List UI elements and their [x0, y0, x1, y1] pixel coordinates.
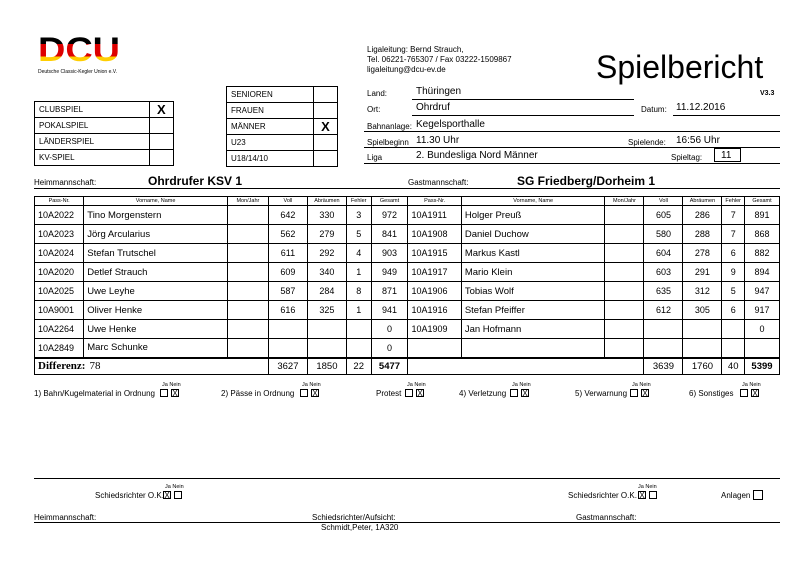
home-total-fehler: 22 — [346, 358, 371, 375]
home-abr-cell: 330 — [307, 206, 346, 225]
totals-row — [35, 358, 780, 375]
category-row — [227, 119, 338, 135]
guest-fehler-cell: 6 — [722, 244, 745, 263]
ref-ok-home-ja-box[interactable]: X — [164, 491, 170, 500]
col-abr-home: Abräumen — [307, 197, 346, 206]
guest-total-voll: 3639 — [644, 358, 683, 375]
home-voll-cell: 642 — [268, 206, 307, 225]
check-ja-box[interactable] — [740, 389, 748, 397]
diff-label: Differenz: — [38, 360, 86, 373]
home-pass-cell: 10A2024 — [35, 244, 84, 263]
home-pass-cell: 10A2025 — [35, 282, 84, 301]
col-gesamt-guest: Gesamt — [745, 197, 780, 206]
contact-block — [367, 45, 512, 75]
ref-ok-guest-label: Schiedsrichter O.K. — [568, 491, 637, 500]
datum-value: 11.12.2016 — [676, 102, 726, 113]
home-abr-cell: 284 — [307, 282, 346, 301]
check-nein-box[interactable]: X — [312, 389, 318, 398]
match-type-label: POKALSPIEL — [35, 118, 150, 134]
footer-home-label: Heimmannschaft: — [34, 513, 97, 522]
ref-ok-home-label: Schiedsrichter O.K. — [95, 491, 164, 500]
nein-label: Nein — [639, 382, 651, 388]
category-row — [227, 135, 338, 151]
guest-month-cell — [605, 301, 644, 320]
home-pass-cell: 10A2264 — [35, 320, 84, 339]
guest-pass-cell: 10A1915 — [408, 244, 461, 263]
ja-label: Ja — [742, 382, 748, 388]
player-row — [35, 225, 780, 244]
home-fehler-cell: 4 — [346, 244, 371, 263]
home-fehler-cell: 3 — [346, 206, 371, 225]
home-fehler-cell: 1 — [346, 301, 371, 320]
check-nein-box[interactable]: X — [642, 389, 648, 398]
home-team-name: Ohrdrufer KSV 1 — [148, 174, 243, 188]
guest-pass-cell: 10A1908 — [408, 225, 461, 244]
guest-team-label: Gastmannschaft: — [408, 178, 469, 187]
home-month-cell — [227, 225, 268, 244]
home-name-cell: Uwe Leyhe — [84, 282, 228, 301]
nein-label: Nein — [519, 382, 531, 388]
results-header-row — [35, 197, 780, 206]
col-pass-home: Pass-Nr. — [35, 197, 84, 206]
ende-label: Spielende: — [628, 138, 666, 147]
guest-abr-cell — [683, 339, 722, 358]
guest-voll-cell: 603 — [644, 263, 683, 282]
guest-gesamt-cell: 891 — [745, 206, 780, 225]
spieltag-label: Spieltag: — [671, 153, 703, 162]
home-gesamt-cell: 0 — [371, 339, 408, 358]
home-abr-cell: 279 — [307, 225, 346, 244]
home-team-label: Heimmannschaft: — [34, 178, 97, 187]
player-row — [35, 206, 780, 225]
home-fehler-cell: 8 — [346, 282, 371, 301]
yes-no-header — [742, 382, 761, 388]
col-name-home: Vorname, Name — [84, 197, 228, 206]
match-type-table — [34, 101, 174, 166]
guest-month-cell — [605, 339, 644, 358]
guest-pass-cell — [408, 339, 461, 358]
guest-name-cell: Tobias Wolf — [461, 282, 605, 301]
guest-abr-cell: 312 — [683, 282, 722, 301]
land-label: Land: — [367, 89, 388, 98]
guest-abr-cell — [683, 320, 722, 339]
home-pass-cell: 10A2849 — [35, 339, 84, 358]
home-voll-cell: 611 — [268, 244, 307, 263]
guest-fehler-cell — [722, 339, 745, 358]
match-type-row — [35, 118, 174, 134]
home-month-cell — [227, 244, 268, 263]
player-row — [35, 320, 780, 339]
home-month-cell — [227, 301, 268, 320]
home-name-cell: Stefan Trutschel — [84, 244, 228, 263]
category-label: U18/14/10 — [227, 151, 314, 167]
home-fehler-cell — [346, 339, 371, 358]
player-row — [35, 339, 780, 358]
home-gesamt-cell: 903 — [371, 244, 408, 263]
home-abr-cell: 292 — [307, 244, 346, 263]
checks-row — [34, 382, 780, 404]
player-row — [35, 263, 780, 282]
check-ja-box[interactable] — [510, 389, 518, 397]
guest-gesamt-cell: 0 — [745, 320, 780, 339]
check-ja-box[interactable] — [630, 389, 638, 397]
home-name-cell: Tino Morgenstern — [84, 206, 228, 225]
check-label: 6) Sonstiges — [689, 389, 734, 398]
guest-name-cell: Jan Hofmann — [461, 320, 605, 339]
home-pass-cell: 10A2022 — [35, 206, 84, 225]
check-label: 5) Verwarnung — [575, 389, 628, 398]
diff-cell — [35, 358, 269, 375]
col-voll-home: Voll — [268, 197, 307, 206]
dcu-logo-graphic — [38, 34, 122, 64]
home-name-cell: Jörg Arcularius — [84, 225, 228, 244]
home-month-cell — [227, 339, 268, 358]
check-label: Protest — [376, 389, 402, 398]
logo-letters: DCU — [38, 34, 120, 64]
ref-ok-guest-nein-box[interactable] — [649, 491, 657, 499]
match-type-label: LÄNDERSPIEL — [35, 134, 150, 150]
ort-value: Ohrdruf — [416, 102, 450, 113]
home-voll-cell: 609 — [268, 263, 307, 282]
ja-label: Ja — [165, 484, 171, 490]
guest-pass-cell: 10A1909 — [408, 320, 461, 339]
nein-label: Nein — [645, 484, 657, 490]
yes-no-header — [632, 382, 651, 388]
spieltag-value: 11 — [721, 150, 732, 161]
guest-pass-cell: 10A1906 — [408, 282, 461, 301]
match-type-label: KV-SPIEL — [35, 150, 150, 166]
guest-name-cell: Mario Klein — [461, 263, 605, 282]
category-mark[interactable]: X — [313, 119, 337, 135]
home-gesamt-cell: 972 — [371, 206, 408, 225]
guest-total-spacer — [408, 358, 644, 375]
home-total-voll: 3627 — [268, 358, 307, 375]
yes-no-header — [302, 382, 321, 388]
home-gesamt-cell: 0 — [371, 320, 408, 339]
category-row — [227, 103, 338, 119]
ende-value: 16:56 Uhr — [676, 135, 720, 146]
guest-pass-cell: 10A1916 — [408, 301, 461, 320]
guest-team-name: SG Friedberg/Dorheim 1 — [517, 174, 656, 188]
check-nein-box[interactable]: X — [417, 389, 423, 398]
category-row — [227, 151, 338, 167]
col-voll-guest: Voll — [644, 197, 683, 206]
contact-line-3: ligaleitung@dcu-ev.de — [367, 65, 446, 74]
page-title: Spielbericht — [596, 49, 764, 85]
check-label: 4) Verletzung — [459, 389, 507, 398]
ort-label: Ort: — [367, 105, 381, 114]
land-value: Thüringen — [416, 86, 462, 97]
match-type-label: CLUBSPIEL — [35, 102, 150, 118]
guest-total-fehler: 40 — [722, 358, 745, 375]
guest-fehler-cell: 7 — [722, 225, 745, 244]
guest-gesamt-cell: 882 — [745, 244, 780, 263]
col-name-guest: Vorname, Name — [461, 197, 605, 206]
guest-gesamt-cell: 947 — [745, 282, 780, 301]
category-label: SENIOREN — [227, 87, 314, 103]
col-pass-guest: Pass-Nr. — [408, 197, 461, 206]
beginn-label: Spielbeginn — [367, 138, 409, 147]
col-month-guest: Mon/Jahr — [605, 197, 644, 206]
match-type-mark[interactable]: X — [149, 102, 173, 118]
guest-month-cell — [605, 244, 644, 263]
guest-pass-cell: 10A1917 — [408, 263, 461, 282]
home-fehler-cell — [346, 320, 371, 339]
home-pass-cell: 10A9001 — [35, 301, 84, 320]
guest-total-abr: 1760 — [683, 358, 722, 375]
home-voll-cell — [268, 339, 307, 358]
home-abr-cell: 325 — [307, 301, 346, 320]
check-nein-box[interactable]: X — [522, 389, 528, 398]
player-row — [35, 301, 780, 320]
home-month-cell — [227, 320, 268, 339]
guest-gesamt-cell — [745, 339, 780, 358]
check-nein-box[interactable]: X — [172, 389, 178, 398]
ja-label: Ja — [162, 382, 168, 388]
match-type-mark[interactable] — [149, 134, 173, 150]
home-fehler-cell: 1 — [346, 263, 371, 282]
nein-label: Nein — [414, 382, 426, 388]
home-total-abr: 1850 — [307, 358, 346, 375]
category-mark[interactable] — [313, 87, 337, 103]
ja-label: Ja — [302, 382, 308, 388]
guest-month-cell — [605, 320, 644, 339]
yes-no-header — [162, 382, 181, 388]
nein-label: Nein — [749, 382, 761, 388]
home-voll-cell: 562 — [268, 225, 307, 244]
ja-label: Ja — [512, 382, 518, 388]
home-total-gesamt: 5477 — [371, 358, 408, 375]
spieltag-box — [714, 148, 741, 162]
guest-name-cell — [461, 339, 605, 358]
guest-fehler-cell: 7 — [722, 206, 745, 225]
ref-ok-guest-ja-box[interactable]: X — [639, 491, 645, 500]
guest-gesamt-cell: 917 — [745, 301, 780, 320]
guest-fehler-cell: 6 — [722, 301, 745, 320]
check-ja-box[interactable] — [160, 389, 168, 397]
category-mark[interactable] — [313, 103, 337, 119]
results-table — [34, 196, 780, 375]
guest-abr-cell: 288 — [683, 225, 722, 244]
home-pass-cell: 10A2023 — [35, 225, 84, 244]
guest-voll-cell — [644, 339, 683, 358]
guest-fehler-cell: 9 — [722, 263, 745, 282]
player-row — [35, 282, 780, 301]
logo-tagline: Deutsche Classic-Kegler Union e.V. — [38, 69, 118, 75]
home-name-cell: Uwe Henke — [84, 320, 228, 339]
guest-total-gesamt: 5399 — [745, 358, 780, 375]
guest-voll-cell: 605 — [644, 206, 683, 225]
match-type-row — [35, 102, 174, 118]
home-month-cell — [227, 282, 268, 301]
check-ja-box[interactable] — [405, 389, 413, 397]
guest-name-cell: Markus Kastl — [461, 244, 605, 263]
guest-voll-cell — [644, 320, 683, 339]
guest-gesamt-cell: 894 — [745, 263, 780, 282]
footer-guest-label: Gastmannschaft: — [576, 513, 637, 522]
home-gesamt-cell: 949 — [371, 263, 408, 282]
home-abr-cell: 340 — [307, 263, 346, 282]
category-row — [227, 87, 338, 103]
home-voll-cell: 587 — [268, 282, 307, 301]
ja-label: Ja — [638, 484, 644, 490]
guest-voll-cell: 635 — [644, 282, 683, 301]
guest-abr-cell: 286 — [683, 206, 722, 225]
anlagen-box[interactable] — [753, 490, 763, 500]
player-row — [35, 244, 780, 263]
ref-name: Schmidt,Peter, 1A320 — [321, 523, 399, 532]
home-month-cell — [227, 206, 268, 225]
home-abr-cell — [307, 320, 346, 339]
guest-abr-cell: 278 — [683, 244, 722, 263]
yes-no-header — [512, 382, 531, 388]
ref-ok-home-nein-box[interactable] — [174, 491, 182, 499]
guest-fehler-cell — [722, 320, 745, 339]
col-abr-guest: Abräumen — [683, 197, 722, 206]
home-fehler-cell: 5 — [346, 225, 371, 244]
home-pass-cell: 10A2020 — [35, 263, 84, 282]
home-voll-cell — [268, 320, 307, 339]
guest-month-cell — [605, 206, 644, 225]
guest-fehler-cell: 5 — [722, 282, 745, 301]
nein-label: Nein — [169, 382, 181, 388]
yes-no-header — [407, 382, 426, 388]
home-gesamt-cell: 871 — [371, 282, 408, 301]
guest-voll-cell: 604 — [644, 244, 683, 263]
home-name-cell: Detlef Strauch — [84, 263, 228, 282]
check-label: 1) Bahn/Kugelmaterial in Ordnung — [34, 389, 155, 398]
home-abr-cell — [307, 339, 346, 358]
category-label: MÄNNER — [227, 119, 314, 135]
anlagen-label: Anlagen — [721, 491, 751, 500]
contact-line-1: Ligaleitung: Bernd Strauch, — [367, 45, 464, 54]
liga-label: Liga — [367, 153, 383, 162]
check-nein-box[interactable]: X — [752, 389, 758, 398]
guest-name-cell: Daniel Duchow — [461, 225, 605, 244]
match-type-row — [35, 150, 174, 166]
datum-label: Datum: — [641, 105, 667, 114]
beginn-value: 11.30 Uhr — [416, 135, 460, 146]
category-label: U23 — [227, 135, 314, 151]
dcu-logo — [38, 34, 122, 76]
contact-line-2: Tel. 06221-765307 / Fax 03222-1509867 — [367, 55, 512, 64]
home-name-cell: Marc Schunke — [84, 339, 228, 358]
footer-ref-label: Schiedsrichter/Aufsicht: — [312, 513, 396, 522]
match-type-mark[interactable] — [149, 118, 173, 134]
col-month-home: Mon/Jahr — [227, 197, 268, 206]
nein-label: Nein — [172, 484, 184, 490]
guest-pass-cell: 10A1911 — [408, 206, 461, 225]
diff-value: 78 — [89, 360, 101, 373]
version-label: V3.3 — [760, 90, 775, 97]
ja-label: Ja — [632, 382, 638, 388]
category-mark[interactable] — [313, 135, 337, 151]
home-gesamt-cell: 841 — [371, 225, 408, 244]
check-label: 2) Pässe in Ordnung — [221, 389, 295, 398]
category-table — [226, 86, 338, 167]
bahn-label: Bahnanlage: — [367, 122, 412, 131]
match-type-mark[interactable] — [149, 150, 173, 166]
bahn-value: Kegelsporthalle — [416, 119, 485, 130]
category-mark[interactable] — [313, 151, 337, 167]
match-type-row — [35, 134, 174, 150]
guest-month-cell — [605, 263, 644, 282]
guest-abr-cell: 305 — [683, 301, 722, 320]
guest-voll-cell: 612 — [644, 301, 683, 320]
guest-abr-cell: 291 — [683, 263, 722, 282]
guest-month-cell — [605, 225, 644, 244]
home-voll-cell: 616 — [268, 301, 307, 320]
col-fehler-home: Fehler — [346, 197, 371, 206]
guest-month-cell — [605, 282, 644, 301]
guest-name-cell: Holger Preuß — [461, 206, 605, 225]
col-fehler-guest: Fehler — [722, 197, 745, 206]
home-gesamt-cell: 941 — [371, 301, 408, 320]
guest-gesamt-cell: 868 — [745, 225, 780, 244]
category-label: FRAUEN — [227, 103, 314, 119]
col-gesamt-home: Gesamt — [371, 197, 408, 206]
guest-voll-cell: 580 — [644, 225, 683, 244]
home-month-cell — [227, 263, 268, 282]
liga-value: 2. Bundesliga Nord Männer — [416, 150, 538, 161]
ja-label: Ja — [407, 382, 413, 388]
nein-label: Nein — [309, 382, 321, 388]
home-name-cell: Oliver Henke — [84, 301, 228, 320]
guest-name-cell: Stefan Pfeiffer — [461, 301, 605, 320]
check-ja-box[interactable] — [300, 389, 308, 397]
